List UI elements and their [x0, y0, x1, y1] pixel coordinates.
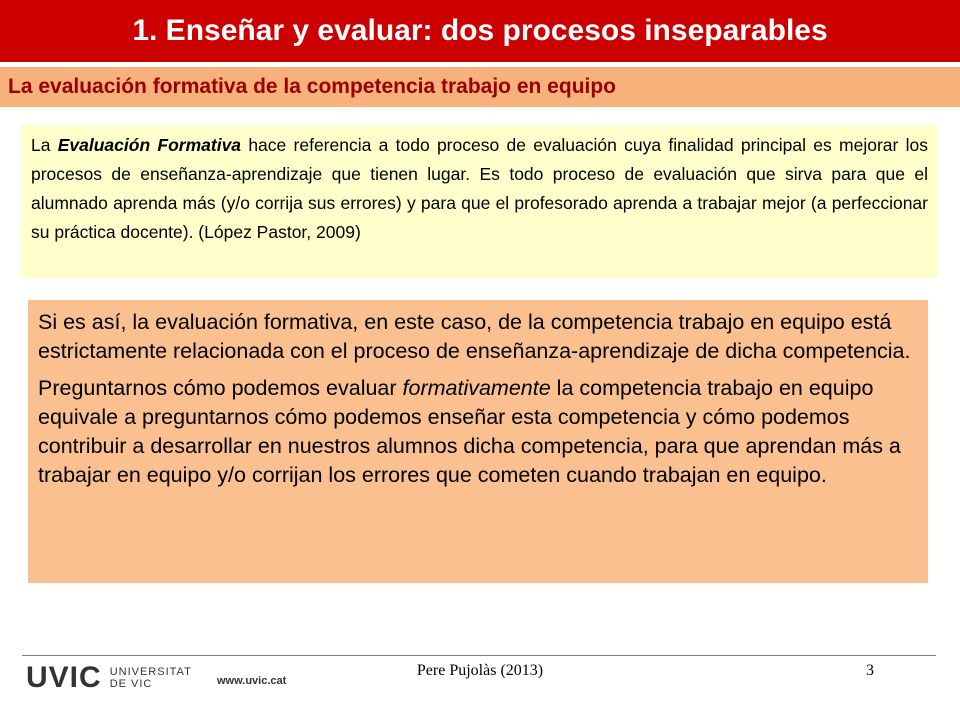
body-paragraph-2: [38, 374, 916, 490]
paragraph-2-emphasis: formativamente: [402, 376, 551, 400]
definition-term: Evaluación Formativa: [57, 135, 242, 155]
logo-mark: UVIC: [26, 661, 102, 694]
slide-subtitle: La evaluación formativa de la competencia trabajo en equipo: [8, 75, 617, 98]
footer-divider: [22, 655, 936, 656]
logo-line-2: DE VIC: [109, 678, 153, 690]
definition-prefix: La: [31, 135, 58, 155]
body-box: [28, 300, 928, 583]
paragraph-2-after: la competencia trabajo en equipo equivale a preguntarnos cómo podemos enseñar esta competencia y cómo podemos contribuir a desarrollar en nuestros alumnos dicha competencia, para que aprendan más a trabajar en equipo y/o corrijan los errores que cometen cuando trabajan en equipo.: [38, 376, 901, 487]
body-paragraph-1: Si es así, la evaluación formativa, en este caso, de la competencia trabajo en equipo está estrictamente relacionada con el proceso de enseñanza-aprendizaje de dicha competencia.: [38, 310, 911, 363]
slide-title-bar: [0, 0, 960, 62]
page-number: 3: [866, 662, 874, 679]
footer-url[interactable]: www.uvic.cat: [217, 675, 287, 687]
definition-text: hace referencia a todo proceso de evaluación cuya finalidad principal es mejorar los procesos de enseñanza-aprendizaje que tienen lugar. Es todo proceso de evaluación que sirva para que el alumnado aprenda más (y/o corrija sus errores) y para que el profesorado aprenda a trabajar mejor (a perfeccionar su práctica docente). (López Pastor, 2009): [31, 135, 928, 242]
slide-subtitle-bar: [0, 67, 960, 107]
definition-box: [21, 125, 938, 278]
logo-line-1: UNIVERSITAT: [109, 666, 192, 678]
paragraph-2-before: Preguntarnos cómo podemos evaluar: [38, 376, 403, 400]
slide-title: 1. Enseñar y evaluar: dos procesos inseparables: [132, 14, 828, 47]
footer-author: Pere Pujolàs (2013): [416, 662, 544, 679]
